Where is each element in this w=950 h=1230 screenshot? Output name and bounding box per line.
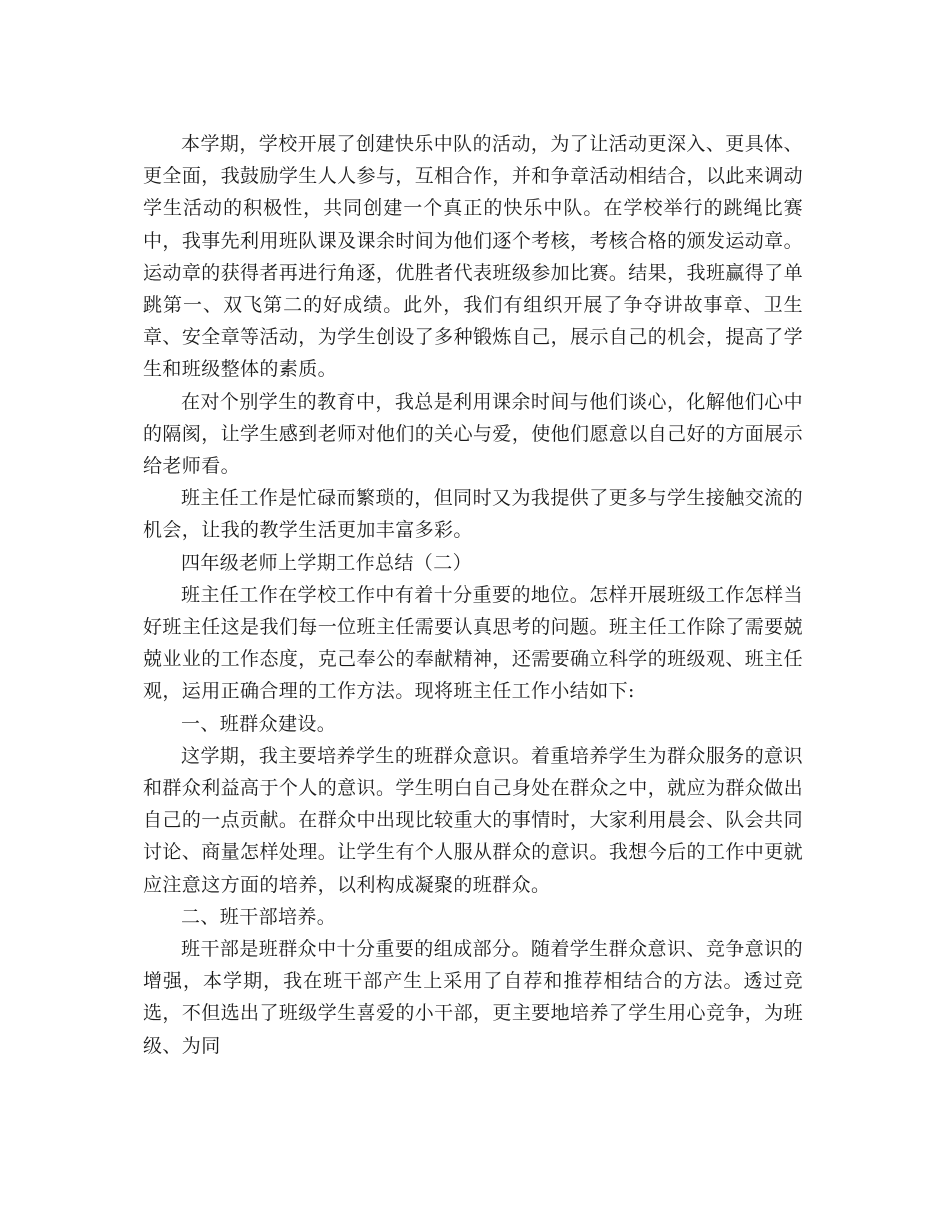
paragraph-1: 本学期，学校开展了创建快乐中队的活动，为了让活动更深入、更具体、更全面，我鼓励学生人人参与，互相合作，并和争章活动相结合，以此来调动学生活动的积极性，共同创建一个真正的快乐中队。在学校举行的跳绳比赛中，我事先利用班队课及课余时间为他们逐个考核，考核合格的颁发运动章。运动章的获得者再进行角逐，优胜者代表班级参加比赛。结果，我班赢得了单跳第一、双飞第二的好成绩。此外，我们有组织开展了争夺讲故事章、卫生章、安全章等活动，为学生创设了多种锻炼自己，展示自己的机会，提高了学生和班级整体的素质。 <box>143 133 803 381</box>
heading-cadre-training: 二、班干部培养。 <box>181 905 337 928</box>
paragraph-5: 这学期，我主要培养学生的班群众意识。着重培养学生为群众服务的意识和群众利益高于个人的意识。学生明白自己身处在群众之中，就应为群众做出自己的一点贡献。在群众中出现比较重大的事情时，大家利用晨会、队会共同讨论、商量怎样处理。让学生有个人服从群众的意识。我想今后的工作中更就应注意这方面的培养，以利构成凝聚的班群众。 <box>143 744 803 896</box>
heading-class-building: 一、班群众建设。 <box>181 712 337 735</box>
paragraph-6: 班干部是班群众中十分重要的组成部分。随着学生群众意识、竞争意识的增强，本学期，我在班干部产生上采用了自荐和推荐相结合的方法。透过竞选，不但选出了班级学生喜爱的小干部，更主要地培养了学生用心竞争，为班级、为同 <box>143 938 803 1057</box>
paragraph-2: 在对个别学生的教育中，我总是利用课余时间与他们谈心，化解他们心中的隔阂，让学生感到老师对他们的关心与爱，使他们愿意以自己好的方面展示给老师看。 <box>143 390 803 478</box>
paragraph-4: 班主任工作在学校工作中有着十分重要的地位。怎样开展班级工作怎样当好班主任这是我们每一位班主任需要认真思考的问题。班主任工作除了需要兢兢业业的工作态度，克己奉公的奉献精神，还需要确立科学的班级观、班主任观，运用正确合理的工作方法。现将班主任工作小结如下: <box>143 583 803 703</box>
section-title: 四年级老师上学期工作总结（二） <box>181 551 473 574</box>
document-body <box>143 128 803 1062</box>
paragraph-3: 班主任工作是忙碌而繁琐的，但同时又为我提供了更多与学生接触交流的机会，让我的教学生活更加丰富多彩。 <box>143 487 803 542</box>
